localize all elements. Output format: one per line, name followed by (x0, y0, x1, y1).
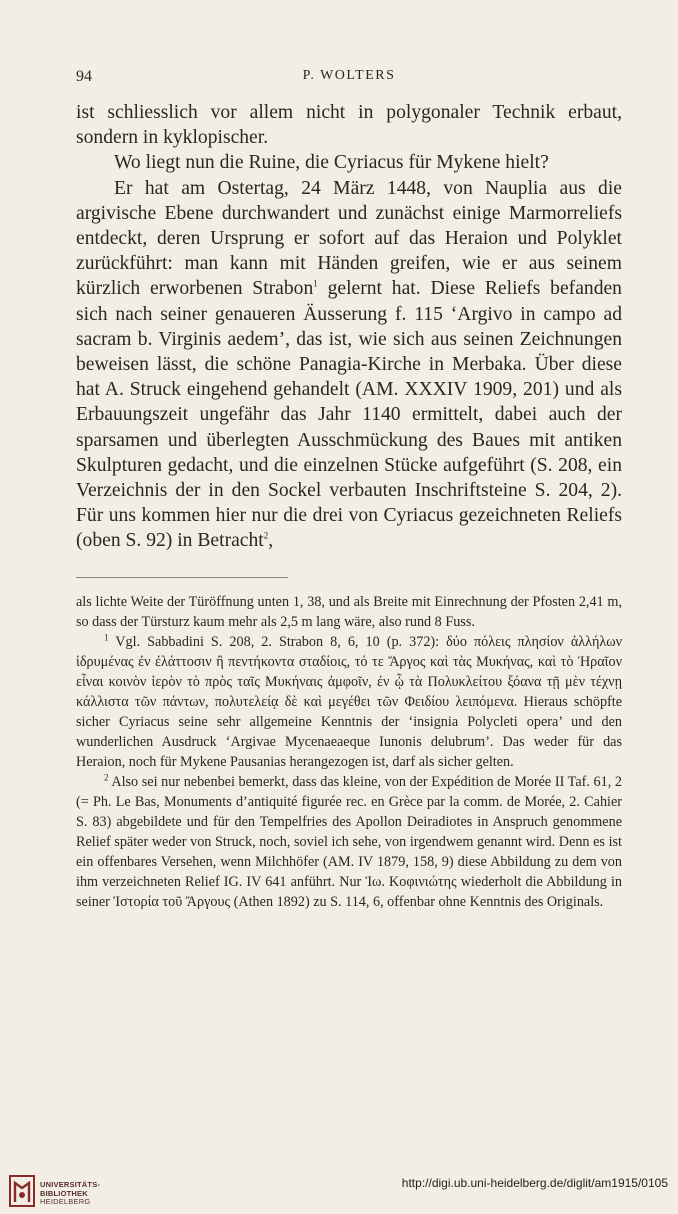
paragraph-3-part-a: Er hat am Ostertag, 24 März 1448, von Nauplia aus die argivische Ebene durchwandert und zunächst einige Marmorreliefs entdeckt, deren Ursprung er sofort auf das Heraion und Polyklet zurückführt: man kann mit Händen greifen, wie er aus seinem kürzlich erworbenen Strabon (76, 177, 622, 300)
logo-line-3: HEIDELBERG (40, 1197, 91, 1207)
paragraph-2: Wo liegt nun die Ruine, die Cyriacus für Mykene hielt? (114, 152, 549, 174)
footnote-1-marker: 1 (104, 632, 109, 643)
footnote-separator (76, 577, 288, 578)
library-seal-icon (8, 1174, 36, 1208)
footnote-1 (76, 632, 622, 772)
logo-line-2: BIBLIOTHEK (40, 1188, 88, 1198)
paragraph-1: ist schliesslich vor allem nicht in polygonaler Technik erbaut, sondern in kyklopischer. (76, 102, 622, 149)
paragraph-3-part-b: gelernt hat. Diese Reliefs befanden sich nach seiner genaueren Äusserung f. 115 ‘Argivo in campo ad sacram b. Virginis aedem’, das ist, wie sich aus seinen Zeichnungen beweisen lässt, die schöne Panagia-Kirche in Merbaka. Über diese hat A. Struck eingehend gehandelt (AM. XXXIV 1909, 201) und als Erbauungszeit ungefähr das Jahr 1140 ermittelt, dabei auch der sparsamen und überlegten Ausschmückung des Baues mit antiken Skulpturen gedacht, und die einzelnen Stücke aufgeführt (S. 208, ein Verzeichnis der in den Sockel verbauten Inschriftsteine S. 204, 2). Für uns kommen hier nur die drei von Cyriacus gezeichneten Reliefs (oben S. 92) in Betracht (76, 278, 622, 552)
logo-line-1: UNIVERSITÄTS- (40, 1180, 101, 1189)
page-header (76, 68, 622, 92)
page-number: 94 (76, 68, 92, 85)
source-url-link[interactable]: http://digi.ub.uni-heidelberg.de/diglit/am1915/0105 (401, 1176, 668, 1190)
paragraph-3 (76, 176, 622, 554)
library-logo[interactable] (6, 1172, 101, 1210)
page-footer (0, 1168, 678, 1214)
footnote-ref-2[interactable]: 2 (263, 530, 269, 541)
running-title: P. WOLTERS (302, 68, 396, 83)
footnote-ref-1[interactable]: 1 (313, 278, 318, 289)
library-logo-text (40, 1181, 100, 1207)
main-text (76, 100, 622, 554)
footnote-2 (76, 772, 622, 912)
footnote-2-text: Also sei nur nebenbei bemerkt, dass das kleine, von der Expédition de Morée II Taf. 61, 2 (= Ph. Le Bas, Monuments d’antiquité figurée rec. en Grèce par la comm. de Morée, 2. Cahier S. 83) abgebildete und für den Tempelfries des Apollon Deiradiotes in Anspruch genommene Relief später weder von Struck, noch, soviel ich sehe, von irgendwem genannt wird. Denn es ist ein offenbares Versehen, wenn Milchhöfer (AM. IV 1879, 158, 9) diese Abbildung zu dem von ihm verzeichneten Relief IG. IV 641 anführt. Nur Ἰω. Κοφινιώτης wiederholt die Abbildung in seiner Ἱστορία τοῦ Ἄργους (Athen 1892) zu S. 114, 6, offenbar ohne Kenntnis des Originals. (76, 774, 622, 910)
footnote-1-text: Vgl. Sabbadini S. 208, 2. Strabon 8, 6, 10 (p. 372): δύο πόλεις πλησίον ἀλλήλων ἱδρυμένας ἐν ἐλάττοσιν ἢ πεντήκοντα σταδίοις, τό τε Ἄργος καὶ τὰς Μυκήνας, καὶ τὸ Ἡραῖον εἶναι κοινὸν ἱερὸν τὸ πρὸς ταῖς Μυκήναις ἀμφοῖν, ἐν ᾧ τὰ Πολυκλείτου ξόανα τῇ μὲν τέχνῃ κάλλιστα τῶν πάντων, πολυτελείᾳ δὲ καὶ μεγέθει τῶν Φειδίου λειπόμενα. Hieraus schöpfte sicher Cyriacus seine sehr allgemeine Kenntnis der ‘insignia Polycleti opera’ und den wunderlichen Ausdruck ‘Argivae Mycenaeaeque Iunonis delubrum’. Das weder für das Heraion, noch für Mykene Pausanias herangezogen ist, darf als sicher gelten. (76, 634, 622, 770)
footnotes (76, 592, 622, 912)
footnote-2-marker: 2 (104, 772, 109, 783)
paragraph-3-part-c: , (268, 530, 274, 552)
footnote-continuation: als lichte Weite der Türöffnung unten 1, 38, und als Breite mit Einrechnung der Pfosten 2,41 m, so dass der Türsturz kaum mehr als 2,5 m lang wäre, also rund 8 Fuss. (76, 594, 622, 630)
